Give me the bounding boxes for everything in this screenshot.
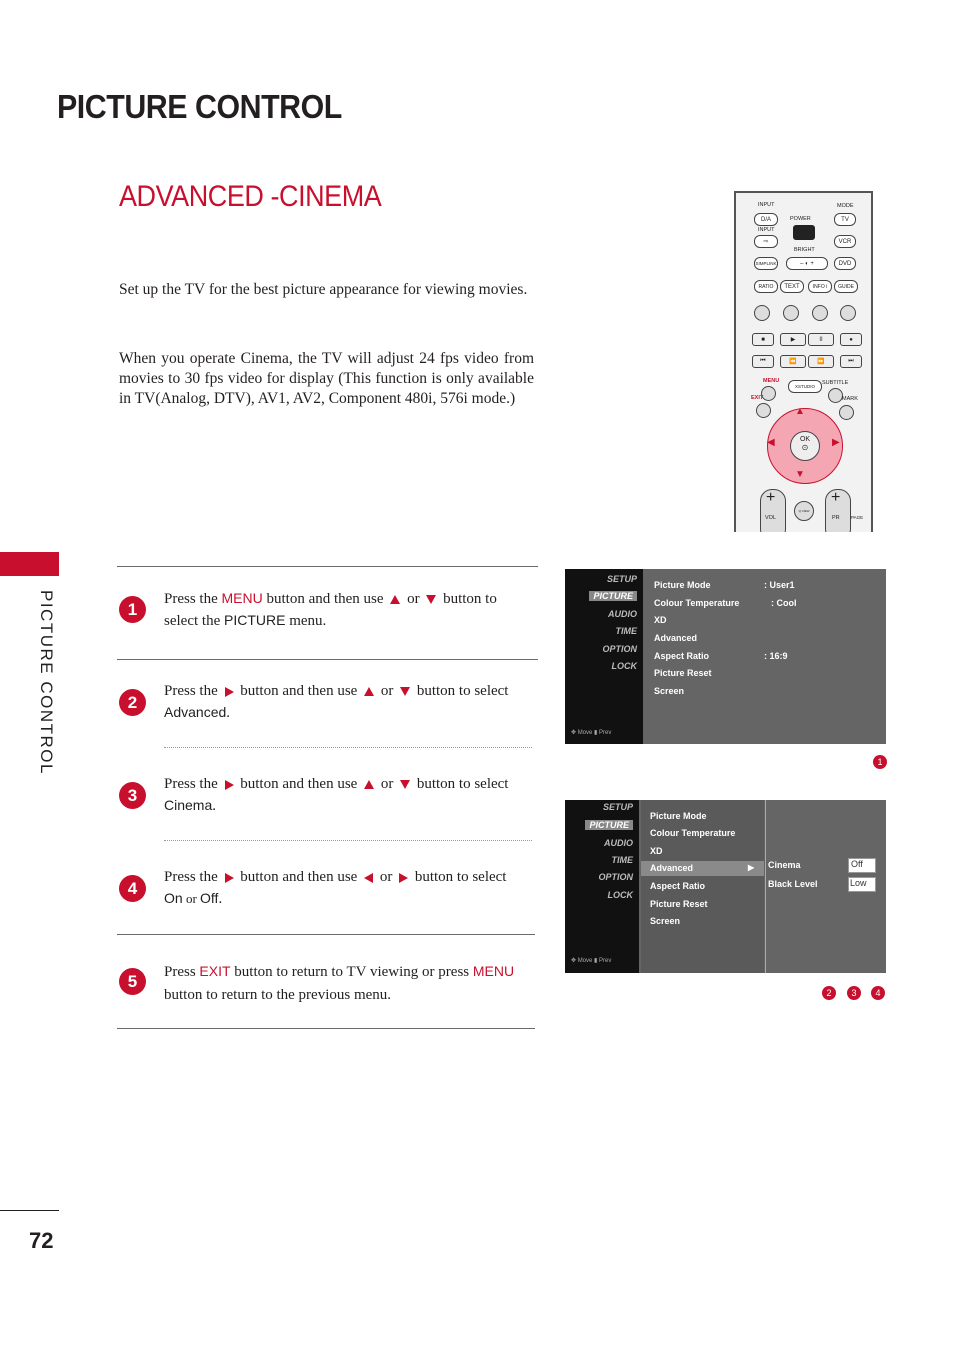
remote-info-button: INFO i — [808, 280, 832, 293]
osd-side-item: SETUP — [606, 574, 637, 584]
osd-row-label: Colour Temperature — [650, 828, 736, 838]
pause-button: II — [808, 333, 834, 346]
subtitle-button — [828, 388, 843, 403]
osd-row-label: XD — [650, 846, 663, 856]
remote-label-subtitle: SUBTITLE — [822, 380, 849, 386]
nav-right-arrow: ▶ — [832, 437, 840, 448]
remote-guide-button: GUIDE — [834, 280, 858, 293]
step-divider — [117, 566, 538, 567]
cinema-keyword: Cinema — [164, 797, 213, 813]
section-title: ADVANCED -CINEMA — [119, 180, 382, 213]
osd-sub-label: Black Level — [768, 879, 818, 889]
osd-side-item: AUDIO — [608, 609, 637, 619]
osd-row-label: Picture Mode — [650, 811, 707, 821]
remote-control — [734, 191, 873, 532]
page-number-rule — [0, 1210, 59, 1211]
screen-marker: 4 — [871, 986, 885, 1000]
step-number: 5 — [119, 968, 146, 995]
down-arrow-icon — [426, 595, 436, 604]
brightness-rocker: – ◐ + — [786, 257, 828, 270]
remote-simplink-button: SIMPLINK — [754, 257, 778, 270]
off-keyword: Off — [200, 890, 219, 906]
osd-row-label: Picture Mode — [654, 580, 711, 590]
step-divider — [117, 1028, 535, 1029]
exit-button — [756, 403, 771, 418]
osd-hint: ✥ Move ▮ Prev — [571, 730, 612, 736]
step-divider-dotted — [164, 747, 532, 748]
play-button: ▶ — [780, 333, 806, 346]
next-button: ⏭ — [840, 355, 862, 368]
input-arrow-button: ⇨ — [754, 235, 778, 248]
page-title: PICTURE CONTROL — [57, 88, 342, 125]
osd-side-item-active: PICTURE — [589, 591, 637, 601]
osd-row-label-selected: Advanced — [650, 863, 694, 873]
right-arrow-icon — [225, 687, 234, 697]
screen-marker: 1 — [873, 755, 887, 769]
up-arrow-icon — [364, 687, 374, 696]
osd-sidebar — [565, 569, 643, 744]
step-number: 2 — [119, 689, 146, 716]
remote-label-pr: PR — [832, 515, 840, 521]
osd-menu-picture — [565, 569, 886, 744]
right-arrow-icon — [225, 780, 234, 790]
page-number: 72 — [29, 1228, 54, 1253]
osd-row-label: Aspect Ratio — [654, 651, 710, 661]
step-3-text: Press the button and then use or button to select Cinema. — [164, 776, 509, 814]
qview-button: Q.VIEW — [794, 501, 814, 521]
osd-row-label: Advanced — [654, 633, 698, 643]
step-number: 1 — [119, 596, 146, 623]
remote-label-bright: BRIGHT — [794, 247, 815, 253]
color-button-4 — [840, 305, 856, 321]
program-plus-icon: + — [831, 489, 841, 506]
step-number: 4 — [119, 875, 146, 902]
screen-marker: 3 — [847, 986, 861, 1000]
screen-marker: 2 — [822, 986, 836, 1000]
nav-up-arrow: ▲ — [795, 406, 805, 417]
osd-side-item: OPTION — [598, 872, 633, 882]
osd-side-item: LOCK — [611, 661, 637, 671]
exit-keyword: EXIT — [199, 963, 231, 979]
osd-side-item: TIME — [615, 626, 637, 636]
osd-side-item: OPTION — [602, 644, 637, 654]
osd-row-label: XD — [654, 615, 667, 625]
step-divider-dotted — [164, 840, 532, 841]
remote-text-button: TEXT — [780, 280, 804, 293]
remote-label-menu: MENU — [763, 378, 780, 384]
remote-tv-button: TV — [834, 213, 856, 226]
mark-button — [839, 405, 854, 420]
osd-row-label: Colour Temperature — [654, 598, 740, 608]
stop-button: ■ — [752, 333, 774, 346]
step-divider — [117, 659, 538, 660]
osd-side-item: LOCK — [607, 890, 633, 900]
up-arrow-icon — [390, 595, 400, 604]
osd-row-label: Screen — [654, 686, 685, 696]
osd-sidebar — [565, 800, 639, 973]
up-arrow-icon — [364, 780, 374, 789]
remote-label-input: INPUT — [758, 202, 775, 208]
osd-row-value: : Cool — [771, 598, 797, 608]
step-number: 3 — [119, 782, 146, 809]
osd-row-label: Picture Reset — [654, 668, 712, 678]
osd-sub-label: Cinema — [768, 860, 801, 870]
on-keyword: On — [164, 890, 183, 906]
sidebar-tab — [0, 552, 59, 576]
record-button: ● — [840, 333, 862, 346]
osd-row-label: Screen — [650, 916, 681, 926]
step-2-text: Press the button and then use or button to select Advanced. — [164, 683, 509, 721]
intro-paragraph-2: When you operate Cinema, the TV will adjust 24 fps video from movies to 30 fps video for display (This function is only available in TV(Analog, DTV), AV1, AV2, Component 480i, 576i mode.) — [119, 350, 534, 407]
intro-paragraph-1: Set up the TV for the best picture appearance for viewing movies. — [119, 281, 528, 298]
right-arrow-icon — [399, 873, 408, 883]
osd-side-item: TIME — [611, 855, 633, 865]
step-divider — [117, 934, 535, 935]
power-button — [793, 225, 815, 240]
nav-left-arrow: ◀ — [767, 437, 775, 448]
remote-da-button: D/A — [754, 213, 778, 226]
osd-menu-advanced — [565, 800, 886, 973]
rewind-button: ⏪ — [780, 355, 806, 368]
remote-label-vol: VOL — [765, 515, 777, 521]
osd-side-item: AUDIO — [604, 838, 633, 848]
menu-keyword: MENU — [221, 590, 263, 606]
step-4-text: Press the button and then use or button to select On or Off. — [164, 869, 507, 907]
remote-label-input-2: INPUT — [758, 227, 775, 233]
step-1-text: Press the MENU button and then use or button to select the PICTURE menu. — [164, 590, 497, 629]
osd-side-item-active: PICTURE — [585, 820, 633, 830]
menu-button — [761, 386, 776, 401]
picture-keyword: PICTURE — [223, 612, 286, 628]
down-arrow-icon — [400, 687, 410, 696]
advanced-keyword: Advanced — [164, 704, 227, 720]
nav-down-arrow: ▼ — [795, 469, 805, 480]
remote-ratio-button: RATIO — [754, 280, 778, 293]
prev-button: ⏮ — [752, 355, 774, 368]
osd-side-item: SETUP — [602, 802, 633, 812]
remote-label-power: POWER — [790, 216, 811, 222]
down-arrow-icon — [400, 780, 410, 789]
submenu-arrow-icon: ▶ — [748, 863, 755, 872]
left-arrow-icon — [364, 873, 373, 883]
color-button-2 — [783, 305, 799, 321]
remote-xstudio-button: XSTUDIO — [788, 380, 822, 393]
step-5-text: Press EXIT button to return to TV viewing or press MENU button to return to the previous menu. — [164, 963, 515, 1003]
osd-hint: ✥ Move ▮ Prev — [571, 958, 612, 964]
remote-vcr-button: VCR — [834, 235, 856, 248]
osd-row-label: Picture Reset — [650, 899, 708, 909]
color-button-1 — [754, 305, 770, 321]
forward-button: ⏩ — [808, 355, 834, 368]
ok-button: OK ⊙ — [790, 431, 820, 461]
osd-sub-value: Low — [850, 878, 867, 888]
remote-label-page: PAGE — [851, 515, 864, 520]
color-button-3 — [812, 305, 828, 321]
menu-keyword: MENU — [472, 963, 515, 979]
osd-row-label: Aspect Ratio — [650, 881, 706, 891]
osd-row-value: : User1 — [764, 580, 795, 590]
remote-dvd-button: DVD — [834, 257, 856, 270]
side-label: PICTURE CONTROL — [37, 590, 56, 775]
osd-divider — [765, 800, 766, 973]
osd-row-value: : 16:9 — [764, 651, 788, 661]
right-arrow-icon — [225, 873, 234, 883]
volume-plus-icon: + — [766, 489, 776, 506]
remote-label-exit: EXIT — [751, 395, 764, 401]
osd-sub-value: Off — [851, 859, 863, 869]
remote-label-mark: MARK — [842, 396, 858, 402]
remote-label-mode: MODE — [837, 203, 854, 209]
